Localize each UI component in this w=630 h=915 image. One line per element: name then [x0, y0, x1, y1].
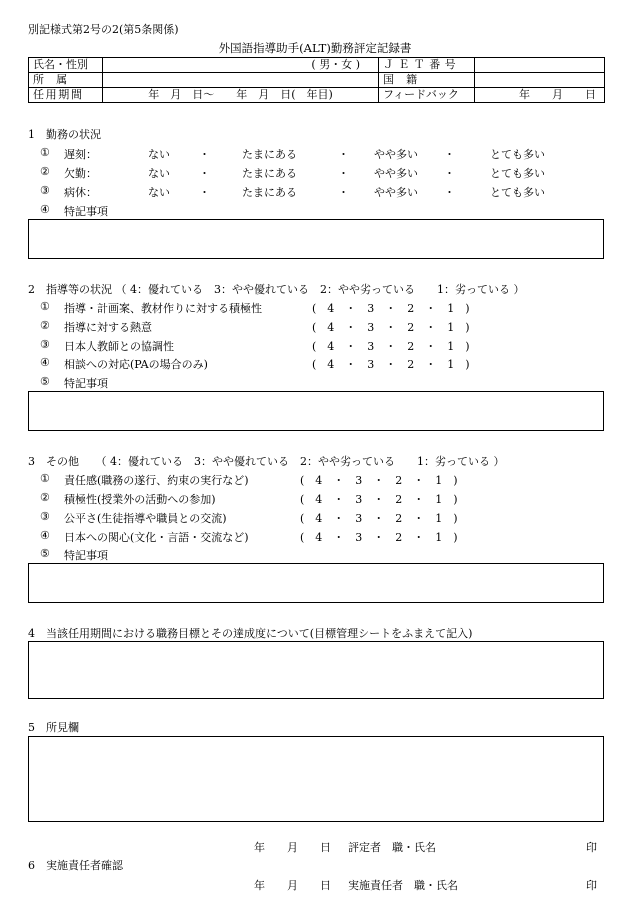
header-table	[28, 57, 605, 103]
item-label: 積極性(授業外の活動への参加)	[64, 493, 216, 506]
document-title: 外国語指導助手(ALT)勤務評定記録書	[218, 41, 412, 55]
remarks-number: ⑤	[40, 375, 50, 388]
rating-scale[interactable]: ( 4 ・ 3 ・ 2 ・ 1 )	[312, 321, 470, 334]
option-none[interactable]: ない	[148, 167, 170, 180]
item-number: ①	[40, 472, 50, 485]
separator-dot: ・	[199, 186, 210, 199]
section2-title: 2 指導等の状況 （ 4：優れている 3：やや優れている 2：やや劣っている 1：劣っている ）	[28, 283, 525, 296]
rating-scale[interactable]: ( 4 ・ 3 ・ 2 ・ 1 )	[300, 531, 458, 544]
item-label: 責任感(職務の遂行、約束の実行など)	[64, 474, 249, 487]
supervisor-date[interactable]: 年 月 日	[254, 879, 331, 892]
separator-dot: ・	[338, 167, 349, 180]
term-label: 任用期間	[29, 88, 103, 103]
option-very-many[interactable]: とても多い	[490, 186, 545, 199]
rating-scale[interactable]: ( 4 ・ 3 ・ 2 ・ 1 )	[312, 358, 470, 371]
rating-scale[interactable]: ( 4 ・ 3 ・ 2 ・ 1 )	[300, 512, 458, 525]
item-label: 遅刻：	[64, 148, 97, 161]
item-number: ①	[40, 146, 50, 159]
section4-goals-box[interactable]	[28, 641, 604, 699]
supervisor-seal: 印	[586, 879, 597, 892]
jet-number-label: ＪＥＴ番号	[379, 58, 475, 73]
item-number: ④	[40, 529, 50, 542]
separator-dot: ・	[338, 148, 349, 161]
option-none[interactable]: ない	[148, 186, 170, 199]
option-sometimes[interactable]: たまにある	[242, 186, 297, 199]
item-number: ②	[40, 319, 50, 332]
separator-dot: ・	[444, 167, 455, 180]
item-number: ③	[40, 184, 50, 197]
affiliation-field[interactable]	[103, 73, 379, 88]
term-value[interactable]: 年 月 日〜 年 月 日( 年目)	[103, 88, 379, 103]
item-label: 指導・計画案、教材作りに対する積極性	[64, 302, 262, 315]
section6-title: 6 実施責任者確認	[28, 859, 123, 872]
section2-remarks-box[interactable]	[28, 391, 604, 431]
item-label: 相談への対応(PAの場合のみ)	[64, 358, 208, 371]
section3-title: 3 その他 （ 4：優れている 3：やや優れている 2：やや劣っている 1：劣っている ）	[28, 455, 505, 468]
item-label: 日本人教師との協調性	[64, 340, 174, 353]
separator-dot: ・	[444, 186, 455, 199]
gender-options[interactable]: ( 男・女 )	[103, 58, 379, 73]
separator-dot: ・	[199, 167, 210, 180]
remarks-number: ④	[40, 203, 50, 216]
section5-title: 5 所見欄	[28, 721, 79, 734]
remarks-number: ⑤	[40, 547, 50, 560]
rating-scale[interactable]: ( 4 ・ 3 ・ 2 ・ 1 )	[300, 493, 458, 506]
item-label: 病休：	[64, 186, 97, 199]
rating-scale[interactable]: ( 4 ・ 3 ・ 2 ・ 1 )	[300, 474, 458, 487]
form-number: 別記様式第2号の2(第5条関係)	[28, 23, 179, 36]
feedback-date[interactable]: 年 月 日	[475, 88, 605, 103]
section1-remarks-box[interactable]	[28, 219, 604, 259]
item-label: 日本への関心(文化・言語・交流など)	[64, 531, 249, 544]
item-number: ④	[40, 356, 50, 369]
remarks-label: 特記事項	[64, 549, 108, 562]
option-somewhat-many[interactable]: やや多い	[374, 148, 418, 161]
evaluator-date[interactable]: 年 月 日	[254, 841, 331, 854]
section4-title: 4 当該任用期間における職務目標とその達成度について(目標管理シートをふまえて記入)	[28, 627, 473, 640]
option-somewhat-many[interactable]: やや多い	[374, 167, 418, 180]
remarks-label: 特記事項	[64, 205, 108, 218]
evaluator-role-label: 評定者 職・氏名	[348, 841, 436, 854]
evaluator-seal: 印	[586, 841, 597, 854]
option-very-many[interactable]: とても多い	[490, 167, 545, 180]
item-number: ①	[40, 300, 50, 313]
option-very-many[interactable]: とても多い	[490, 148, 545, 161]
item-number: ②	[40, 491, 50, 504]
section1-title: 1 勤務の状況	[28, 128, 101, 141]
affiliation-label: 所属	[29, 73, 103, 88]
nationality-field[interactable]	[475, 73, 605, 88]
jet-number-field[interactable]	[475, 58, 605, 73]
option-sometimes[interactable]: たまにある	[242, 167, 297, 180]
item-label: 欠勤：	[64, 167, 97, 180]
option-none[interactable]: ない	[148, 148, 170, 161]
feedback-label: フィードバック	[379, 88, 475, 103]
remarks-label: 特記事項	[64, 377, 108, 390]
item-label: 指導に対する熱意	[64, 321, 152, 334]
separator-dot: ・	[444, 148, 455, 161]
item-number: ③	[40, 338, 50, 351]
rating-scale[interactable]: ( 4 ・ 3 ・ 2 ・ 1 )	[312, 340, 470, 353]
option-sometimes[interactable]: たまにある	[242, 148, 297, 161]
nationality-label: 国籍	[379, 73, 475, 88]
supervisor-role-label: 実施責任者 職・氏名	[348, 879, 458, 892]
option-somewhat-many[interactable]: やや多い	[374, 186, 418, 199]
section3-remarks-box[interactable]	[28, 563, 604, 603]
item-label: 公平さ(生徒指導や職員との交流)	[64, 512, 227, 525]
item-number: ③	[40, 510, 50, 523]
separator-dot: ・	[199, 148, 210, 161]
section5-comments-box[interactable]	[28, 736, 604, 822]
rating-scale[interactable]: ( 4 ・ 3 ・ 2 ・ 1 )	[312, 302, 470, 315]
item-number: ②	[40, 165, 50, 178]
name-gender-label: 氏名・性別	[29, 58, 103, 73]
separator-dot: ・	[338, 186, 349, 199]
